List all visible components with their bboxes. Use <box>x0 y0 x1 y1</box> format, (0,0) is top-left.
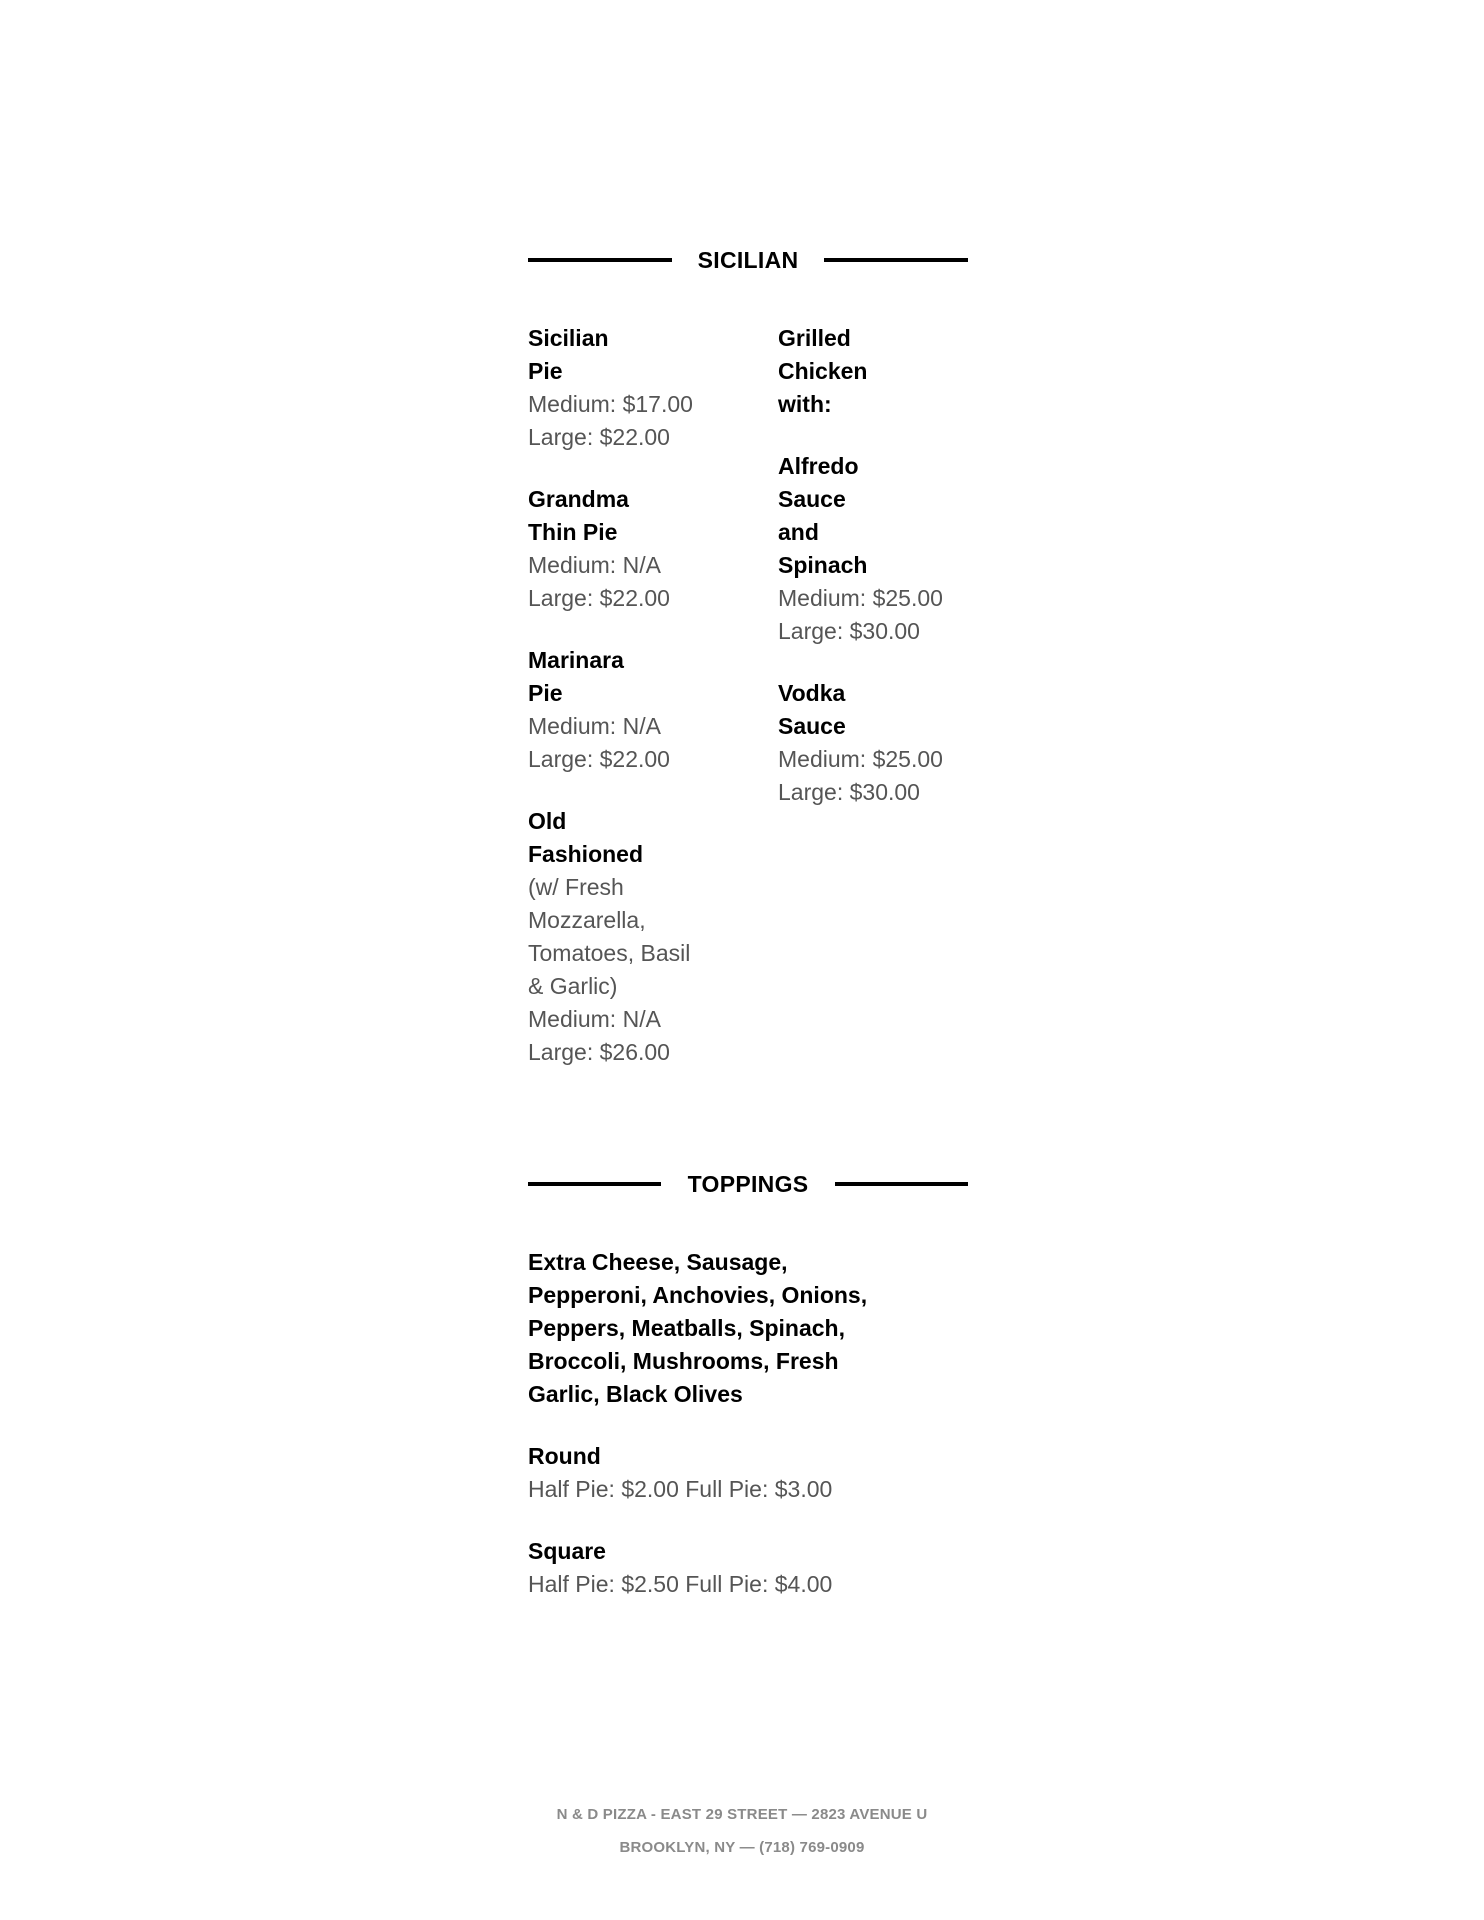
menu-item-marinara-pie <box>528 644 778 776</box>
menu-item-old-fashioned <box>528 805 778 1069</box>
item-description: (w/ Fresh Mozzarella, Tomatoes, Basil & Garlic) <box>528 874 691 999</box>
item-price-large: Large: $22.00 <box>528 424 670 450</box>
item-price-large: Large: $22.00 <box>528 585 670 611</box>
item-price-medium: Medium: $17.00 <box>528 391 693 417</box>
item-price-large: Large: $30.00 <box>778 779 920 805</box>
item-name: Alfredo Sauce and Spinach <box>778 453 868 578</box>
sicilian-right-column <box>778 322 968 1098</box>
topping-price-square <box>528 1535 968 1601</box>
sicilian-section-header <box>528 240 968 280</box>
toppings-section <box>528 1164 968 1601</box>
item-price-medium: Medium: N/A <box>528 1006 661 1032</box>
item-price-large: Large: $30.00 <box>778 618 920 644</box>
header-rule-left <box>528 1182 661 1186</box>
item-name: Round <box>528 1443 601 1469</box>
item-price: Half Pie: $2.00 Full Pie: $3.00 <box>528 1476 833 1502</box>
item-name: Grandma Thin Pie <box>528 486 629 545</box>
header-rule-right <box>835 1182 968 1186</box>
grilled-chicken-group-heading: Grilled Chicken with: <box>778 325 868 417</box>
sicilian-columns <box>528 322 968 1098</box>
menu-item-sicilian-pie <box>528 322 778 454</box>
item-price-medium: Medium: N/A <box>528 552 661 578</box>
item-price-large: Large: $22.00 <box>528 746 670 772</box>
footer-address: N & D PIZZA - EAST 29 STREET — 2823 AVENUE U <box>556 1806 928 1823</box>
footer-city-phone: BROOKLYN, NY — (718) 769-0909 <box>619 1839 865 1856</box>
item-name: Sicilian Pie <box>528 325 609 384</box>
menu-item-alfredo-sauce-spinach <box>778 450 968 648</box>
item-price-medium: Medium: $25.00 <box>778 746 943 772</box>
sicilian-left-column <box>528 322 778 1098</box>
toppings-section-header <box>528 1164 968 1204</box>
toppings-list: Extra Cheese, Sausage, Pepperoni, Anchovies, Onions, Peppers, Meatballs, Spinach, Broccoli, Mushrooms, Fresh Garlic, Black Olives <box>528 1249 868 1407</box>
sicilian-heading: SICILIAN <box>697 246 799 273</box>
footer <box>0 1798 1484 1864</box>
item-price-medium: Medium: N/A <box>528 713 661 739</box>
header-rule-right <box>824 258 968 262</box>
menu-item-vodka-sauce <box>778 677 968 809</box>
item-name: Vodka Sauce <box>778 680 846 739</box>
item-name: Square <box>528 1538 606 1564</box>
item-price: Half Pie: $2.50 Full Pie: $4.00 <box>528 1571 833 1597</box>
header-rule-left <box>528 258 672 262</box>
topping-price-round <box>528 1440 968 1506</box>
toppings-heading: TOPPINGS <box>687 1170 809 1197</box>
menu-content <box>528 240 968 1630</box>
item-price-medium: Medium: $25.00 <box>778 585 943 611</box>
item-name: Marinara Pie <box>528 647 624 706</box>
menu-item-grandma-thin-pie <box>528 483 778 615</box>
item-name: Old Fashioned <box>528 808 644 867</box>
item-price-large: Large: $26.00 <box>528 1039 670 1065</box>
